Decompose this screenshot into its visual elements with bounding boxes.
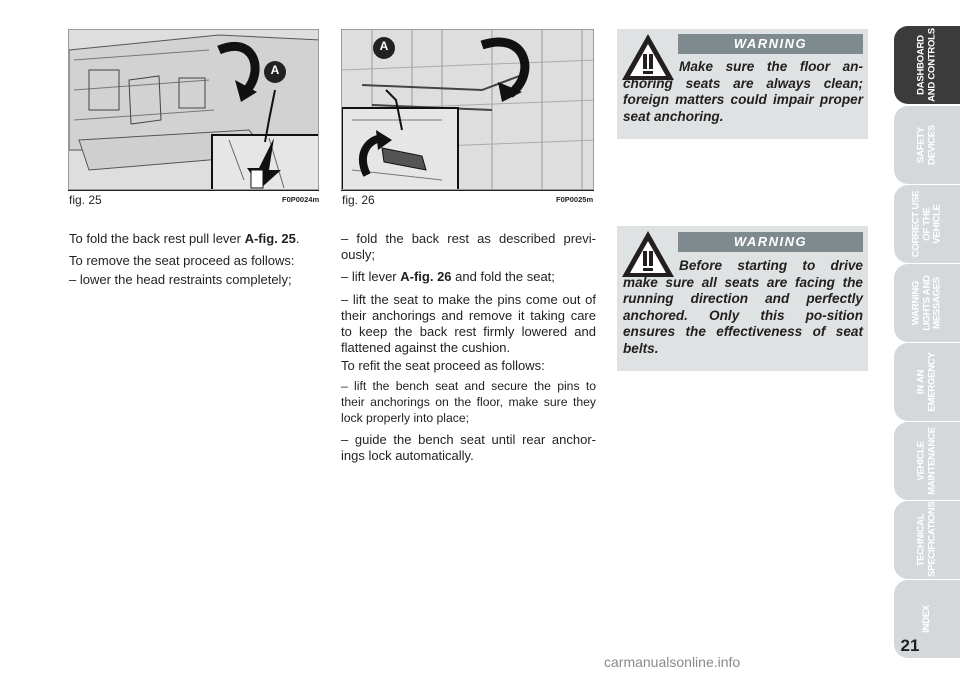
column-1-paragraph-1: To fold the back rest pull lever A-fig. 25.	[69, 231, 300, 246]
warning-text-1: Make sure the floor an-choring seats are always clean; foreign matters could impair proper seat anchoring.	[623, 59, 863, 124]
column-1-paragraph-2: To remove the seat proceed as follows:	[69, 253, 295, 269]
tab-index[interactable]: INDEX	[894, 580, 960, 658]
figure-25-illustration	[68, 29, 319, 190]
tab-warning-lights-and-messages[interactable]: WARNING LIGHTS AND MESSAGES	[894, 264, 960, 342]
column-1-paragraph-3: – lower the head restraints completely;	[69, 272, 292, 288]
tab-vehicle-maintenance[interactable]: VEHICLE MAINTENANCE	[894, 422, 960, 500]
tab-correct-use-of-the-vehicle[interactable]: CORRECT USE OF THE VEHICLE	[894, 185, 960, 263]
figure-26-code: F0P0025m	[556, 195, 594, 204]
tab-dashboard-and-controls[interactable]: DASHBOARD AND CONTROLS	[894, 26, 960, 104]
column-2-paragraph-4: To refit the seat proceed as follows:	[341, 358, 545, 374]
tab-technical-specifications[interactable]: TECHNICAL SPECIFICATIONS	[894, 501, 960, 579]
tab-in-an-emergency[interactable]: IN AN EMERGENCY	[894, 343, 960, 421]
figure-26-drawing	[342, 30, 594, 190]
figure-25-reference: A-fig. 25	[244, 231, 296, 246]
warning-box-1	[617, 29, 868, 139]
column-2-paragraph-1: – fold the back rest as described previ-ously;	[341, 231, 596, 263]
warning-box-2	[617, 226, 868, 371]
figure-25-drawing	[69, 30, 319, 190]
column-2-paragraph-3: – lift the seat to make the pins come out of their anchorings and remove it taking care to keep the back rest firmly lowered and flattened against the cushion.	[341, 291, 596, 356]
column-2-text	[341, 231, 596, 470]
figure-25-caption: fig. 25	[69, 193, 102, 207]
figure-26-callout-label: A	[379, 39, 389, 53]
figure-26-reference: A-fig. 26	[400, 269, 452, 285]
page-number: 21	[900, 636, 920, 655]
tab-safety-devices[interactable]: SAFETY DEVICES	[894, 106, 960, 184]
column-2-paragraph-6: – guide the bench seat until rear anchor-ings lock automatically.	[341, 432, 596, 464]
figure-26-caption: fig. 26	[342, 193, 375, 207]
watermark: carmanualsonline.info	[604, 654, 741, 670]
figure-26-illustration	[341, 29, 594, 190]
column-2-paragraph-2: – lift lever A-fig. 26 and fold the seat;	[341, 269, 555, 285]
figure-25-code: F0P0024m	[282, 195, 320, 204]
warning-title-bar-1: WARNING	[678, 34, 863, 54]
figure-25-callout-label: A	[270, 63, 280, 77]
figure-26-caption-rule	[341, 190, 594, 191]
warning-text-2: Before starting to drive make sure all seats are facing the running direction and perfectly anchored. Only this po-sition ensures the effectiveness of seat belts.	[623, 258, 863, 356]
column-1-text	[69, 231, 321, 294]
column-2-paragraph-5: – lift the bench seat and secure the pins to their anchorings on the floor, make sure they lock properly into place;	[341, 378, 596, 426]
warning-title-bar-2: WARNING	[678, 232, 863, 252]
figure-25-caption-rule	[68, 190, 319, 191]
